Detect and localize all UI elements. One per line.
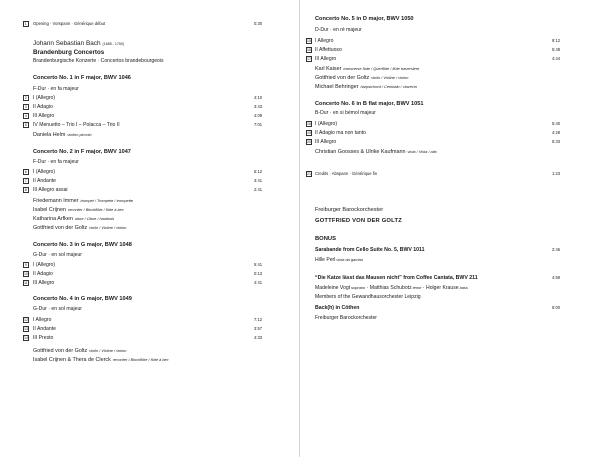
track-number-box: 16 bbox=[307, 48, 311, 52]
performer-line bbox=[315, 76, 408, 81]
ensemble-name: Freiburger Barockorchester bbox=[315, 207, 384, 213]
track-number-box: 6 bbox=[24, 170, 27, 174]
bonus-performers bbox=[315, 316, 377, 321]
movement-label: III Allegro bbox=[33, 112, 55, 119]
track-duration: 2:46 bbox=[552, 247, 560, 252]
track-duration: 0:13 bbox=[254, 271, 262, 276]
track-duration: 4:28 bbox=[552, 130, 560, 135]
concerto-title: Concerto No. 1 in F major, BWV 1046 bbox=[33, 75, 131, 81]
performer-line bbox=[33, 199, 133, 204]
movement-label: III Allegro assai bbox=[33, 186, 68, 193]
movement-label: I (Allegro) bbox=[33, 261, 56, 268]
performer-name: Karl Kaiser bbox=[315, 66, 342, 72]
performer-name: · Holger Krause bbox=[421, 285, 459, 291]
movement-label: I Allegro bbox=[33, 316, 52, 323]
track-number-box: 17 bbox=[307, 57, 311, 61]
movement-label: III Allegro bbox=[315, 138, 337, 145]
performer-role: violino piccolo bbox=[67, 132, 92, 137]
performer-name: Isabel Crijnen & Thera de Clerck bbox=[33, 357, 111, 363]
track-duration: 3:57 bbox=[254, 326, 262, 331]
movement-label: II Adagio bbox=[33, 270, 53, 277]
performer-role: violin / Violine / violon bbox=[89, 225, 127, 230]
performer-role: recorder / Blockflöte / flûte à bec bbox=[112, 357, 169, 362]
concerto-key: D-Dur · en ré majeur bbox=[315, 27, 362, 33]
credits-label: Credits · Abspann · Générique fin bbox=[315, 171, 378, 176]
performer-name: Michael Behringer bbox=[315, 84, 359, 90]
bonus-work-title: Back(h) in Cöthen bbox=[315, 305, 360, 311]
work-title: Brandenburg Concertos bbox=[33, 49, 105, 56]
movement-label: I (Allegro) bbox=[315, 120, 338, 127]
track-number-box: 18 bbox=[307, 122, 311, 126]
track-number-box: 3 bbox=[24, 105, 27, 109]
performer-name: Gottfried von der Goltz bbox=[315, 75, 370, 81]
track-duration: 3:41 bbox=[254, 178, 262, 183]
concerto-title: Concerto No. 6 in B flat major, BWV 1051 bbox=[315, 101, 424, 107]
bonus-performers bbox=[315, 286, 468, 291]
performer-name: Daniela Helm bbox=[33, 132, 66, 138]
movement-label: II Andante bbox=[33, 177, 56, 184]
track-duration: 9:12 bbox=[552, 38, 560, 43]
movement-label: II Adagio ma non tanto bbox=[315, 129, 366, 136]
bonus-performers bbox=[315, 258, 363, 263]
performer-line bbox=[315, 150, 437, 155]
performer-line bbox=[315, 85, 417, 90]
bonus-ensemble: Members of the Gewandhausorchester Leipzig bbox=[315, 294, 421, 300]
performer-name: Freiburger Barockorchester bbox=[315, 315, 377, 321]
performer-name: Katharina Arfken bbox=[33, 216, 73, 222]
track-duration: 5:41 bbox=[254, 262, 262, 267]
performer-line bbox=[33, 358, 169, 363]
performer-role: trumpet / Trompete / trompette bbox=[80, 198, 134, 203]
conductor-name: GOTTFRIED VON DER GOLTZ bbox=[315, 218, 402, 224]
concerto-key: G-Dur · en sol majeur bbox=[33, 252, 82, 258]
track-duration: 5:40 bbox=[552, 121, 560, 126]
track-duration: 0:30 bbox=[254, 21, 262, 26]
track-duration: 7:01 bbox=[254, 122, 262, 127]
track-duration: 5:12 bbox=[254, 169, 262, 174]
performer-name: Friedemann Immer bbox=[33, 198, 79, 204]
performer-line bbox=[33, 217, 114, 222]
performer-line bbox=[33, 133, 92, 138]
performer-role: recorder / Blockflöte / flûte à bec bbox=[67, 207, 124, 212]
track-duration: 3:43 bbox=[254, 104, 262, 109]
bonus-heading: BONUS bbox=[315, 236, 336, 242]
performer-role: soprano bbox=[351, 285, 366, 290]
work-subtitle: Brandenburgische Konzerte · Concertos brandebourgeois bbox=[33, 58, 164, 64]
concerto-title: Concerto No. 5 in D major, BWV 1050 bbox=[315, 16, 414, 22]
movement-label: II Affettuoso bbox=[315, 46, 342, 53]
performer-name: Isabel Crijnen bbox=[33, 207, 66, 213]
track-number-box: 7 bbox=[24, 179, 27, 183]
movement-label: IV Menuetto – Trio I – Polacca – Trio II bbox=[33, 121, 120, 128]
opening-label: Opening · Vorspann · Générique début bbox=[33, 21, 106, 26]
track-number-box: 9 bbox=[24, 263, 27, 267]
track-duration: 2:41 bbox=[254, 187, 262, 192]
composer-name bbox=[33, 41, 124, 47]
composer-dates: (1685 - 1750) bbox=[102, 42, 125, 46]
performer-role: transverse flute / Querflöte / flûte traversière bbox=[343, 66, 420, 71]
concerto-key: B-Dur · en si bémol majeur bbox=[315, 110, 376, 116]
performer-role: viola da gamba bbox=[336, 257, 363, 262]
track-duration: 7:12 bbox=[254, 317, 262, 322]
movement-label: I (Allegro) bbox=[33, 168, 56, 175]
performer-role: violin / Violine / violon bbox=[89, 348, 127, 353]
performer-line bbox=[33, 349, 126, 354]
performer-role: bass bbox=[459, 285, 468, 290]
track-number-box: 15 bbox=[307, 39, 311, 43]
concerto-title: Concerto No. 4 in G major, BWV 1049 bbox=[33, 296, 132, 302]
track-duration: 6:00 bbox=[552, 305, 560, 310]
track-number-box: 11 bbox=[24, 281, 28, 285]
performer-role: viola / Viola / alto bbox=[407, 149, 437, 154]
performer-name: Gottfried von der Goltz bbox=[33, 348, 88, 354]
performer-name: · Matthias Schubotz bbox=[365, 285, 412, 291]
concerto-key: G-Dur · en sol majeur bbox=[33, 306, 82, 312]
track-number-box: 8 bbox=[24, 188, 27, 192]
performer-line bbox=[315, 67, 419, 72]
track-duration: 4:33 bbox=[254, 335, 262, 340]
concerto-title: Concerto No. 3 in G major, BWV 1048 bbox=[33, 242, 132, 248]
performer-role: oboe / Oboe / hautbois bbox=[74, 216, 115, 221]
track-number-box: 5 bbox=[24, 123, 27, 127]
movement-label: III Presto bbox=[33, 334, 54, 341]
concerto-title: Concerto No. 2 in F major, BWV 1047 bbox=[33, 149, 131, 155]
performer-line bbox=[33, 226, 126, 231]
concerto-key: F-Dur · en fa majeur bbox=[33, 86, 79, 92]
track-number-box: 2 bbox=[24, 96, 27, 100]
track-number-box: 14 bbox=[24, 336, 28, 340]
movement-label: II Andante bbox=[33, 325, 56, 332]
performer-name: Christian Goosses & Ulrike Kaufmann bbox=[315, 149, 406, 155]
track-number-box: 19 bbox=[307, 131, 311, 135]
movement-label: I Allegro bbox=[315, 37, 334, 44]
track-number-box: 4 bbox=[24, 114, 27, 118]
movement-label: I (Allegro) bbox=[33, 94, 56, 101]
track-number-box: 1 bbox=[24, 22, 27, 26]
track-duration: 4:09 bbox=[254, 113, 262, 118]
track-duration: 4:41 bbox=[254, 280, 262, 285]
track-number-box: 12 bbox=[24, 318, 28, 322]
track-duration: 5:33 bbox=[552, 139, 560, 144]
track-duration: 5:48 bbox=[552, 47, 560, 52]
track-number-box: 20 bbox=[307, 140, 311, 144]
bonus-work-title: Sarabande from Cello Suite No. 5, BWV 1011 bbox=[315, 247, 425, 253]
movement-label: II Adagio bbox=[33, 103, 53, 110]
right-booklet-page bbox=[300, 0, 599, 457]
performer-role: tenor bbox=[412, 285, 422, 290]
track-duration: 4:44 bbox=[552, 56, 560, 61]
concerto-key: F-Dur · en fa majeur bbox=[33, 159, 79, 165]
bonus-work-title: “Die Katze lässt das Mausen nicht” from Coffee Cantata, BWV 211 bbox=[315, 275, 478, 281]
performer-name: Madeleine Vogt bbox=[315, 285, 351, 291]
track-number-box: 21 bbox=[307, 172, 311, 176]
track-number-box: 13 bbox=[24, 327, 28, 331]
performer-name: Hille Perl bbox=[315, 257, 336, 263]
movement-label: III Allegro bbox=[315, 55, 337, 62]
movement-label: III Allegro bbox=[33, 279, 55, 286]
composer-full-name: Johann Sebastian Bach bbox=[33, 40, 101, 47]
performer-line bbox=[33, 208, 124, 213]
performer-name: Gottfried von der Goltz bbox=[33, 225, 88, 231]
performer-role: harpsichord / Cembalo / clavecin bbox=[360, 84, 417, 89]
track-duration: 1:23 bbox=[552, 171, 560, 176]
track-number-box: 10 bbox=[24, 272, 28, 276]
track-duration: 4:59 bbox=[552, 275, 560, 280]
performer-role: violin / Violine / violon bbox=[371, 75, 409, 80]
track-duration: 4:10 bbox=[254, 95, 262, 100]
